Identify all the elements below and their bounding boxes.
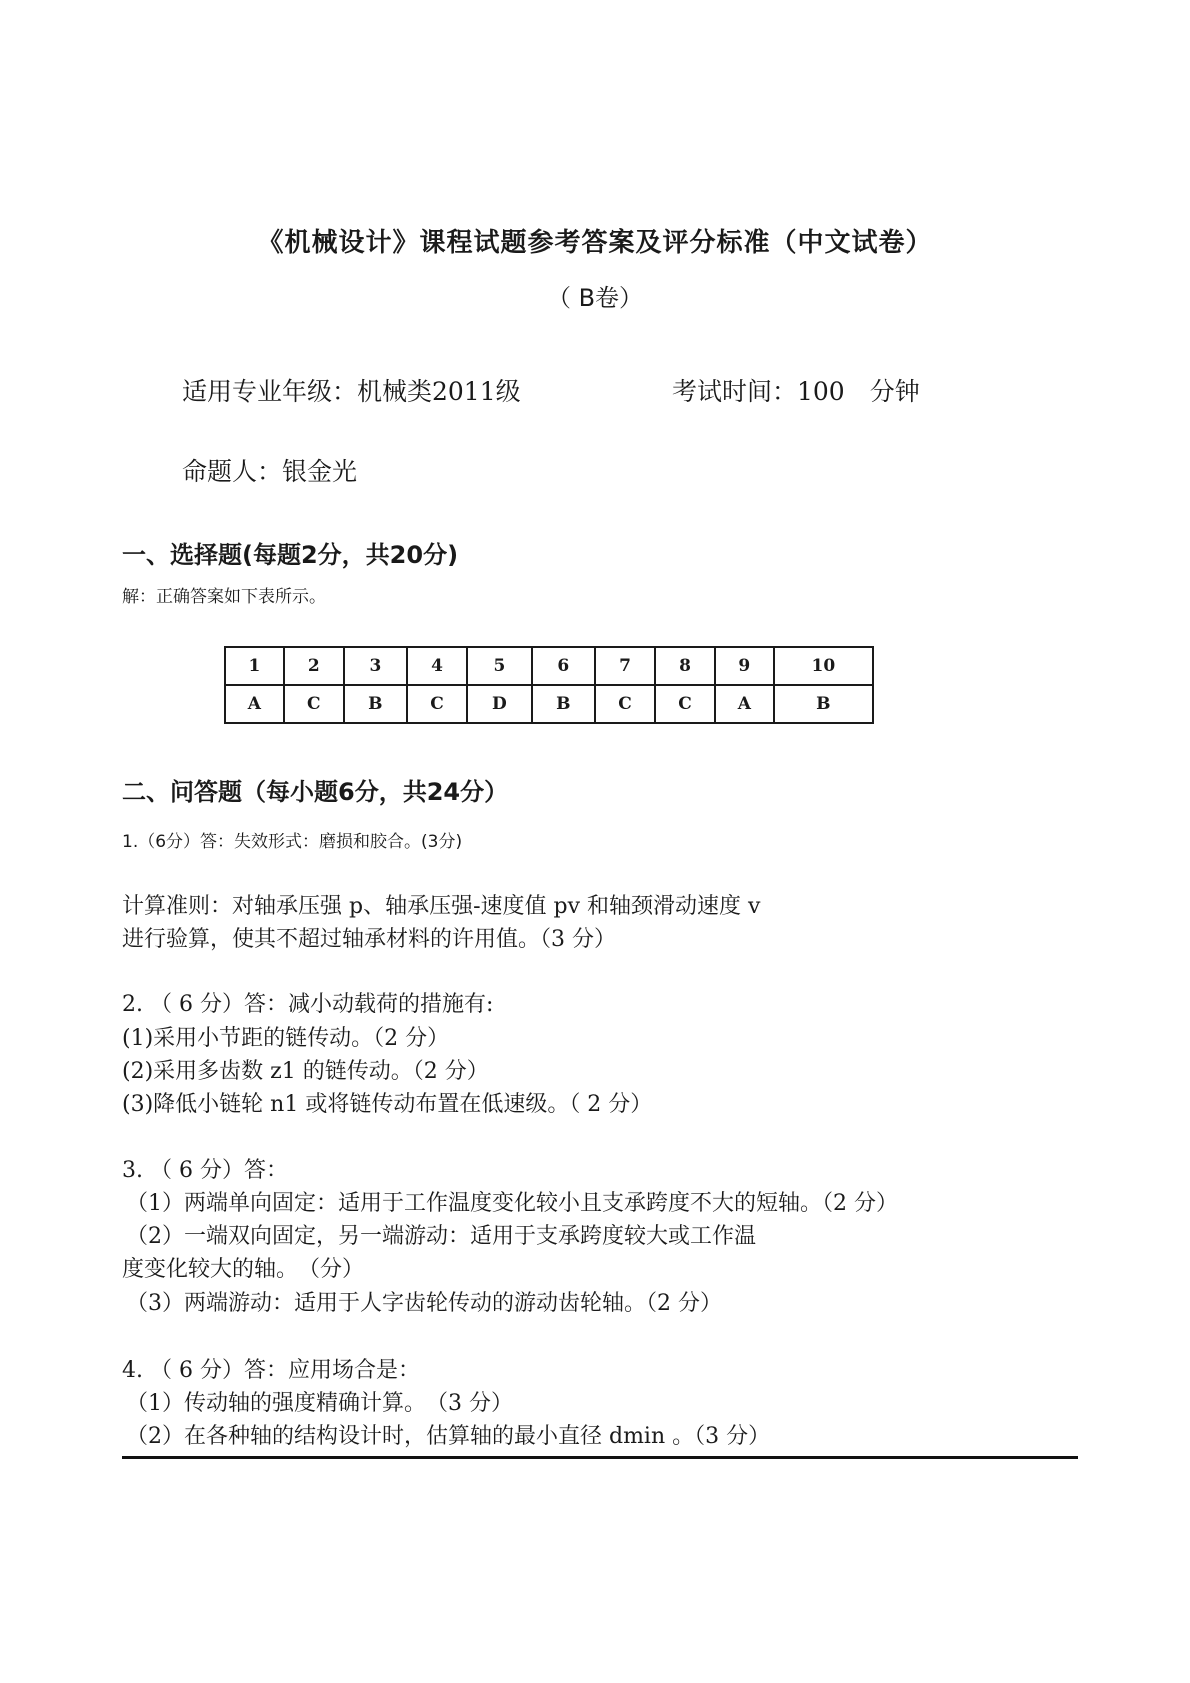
question-number-cell: 6 — [532, 647, 595, 685]
question-number-cell: 3 — [344, 647, 407, 685]
answer-table — [224, 646, 874, 724]
q1-answer-line: 计算准则：对轴承压强 p、轴承压强-速度值 pv 和轴颈滑动速度 v — [122, 894, 761, 919]
q3-answer-line: （2）一端双向固定，另一端游动：适用于支承跨度较大或工作温 — [126, 1224, 756, 1249]
applicable-major: 适用专业年级：机械类2011级 — [182, 377, 521, 406]
answer-cell: A — [715, 685, 774, 723]
answer-cell: A — [225, 685, 284, 723]
section1-intro: 解：正确答案如下表所示。 — [122, 587, 326, 607]
q3-answer-line: （1）两端单向固定：适用于工作温度变化较小且支承跨度不大的短轴。（2 分） — [126, 1191, 898, 1216]
q3-answer-line: 度变化较大的轴。 （分） — [122, 1257, 365, 1282]
q3-answer-line: （3）两端游动：适用于人字齿轮传动的游动齿轮轴。（2 分） — [126, 1291, 722, 1316]
answer-cell: C — [284, 685, 344, 723]
section1-heading: 一、选择题(每题2分，共20分) — [122, 541, 459, 569]
answer-cell: B — [774, 685, 873, 723]
q3-answer-line: 3. （ 6 分）答： — [122, 1158, 288, 1183]
question-number-cell: 8 — [655, 647, 715, 685]
q4-answer-line: （1）传动轴的强度精确计算。 （3 分） — [126, 1391, 513, 1416]
answer-cell: C — [407, 685, 467, 723]
document-title: 《机械设计》课程试题参考答案及评分标准（中文试卷） — [257, 228, 933, 258]
answer-cell: C — [595, 685, 655, 723]
question-number-cell: 9 — [715, 647, 774, 685]
question-number-cell: 7 — [595, 647, 655, 685]
q1-answer-line: 1.（6分）答：失效形式：磨损和胶合。(3分) — [122, 832, 463, 852]
answer-cell: B — [532, 685, 595, 723]
q1-answer-line: 进行验算，使其不超过轴承材料的许用值。（3 分） — [122, 927, 616, 952]
answer-table-answer-row — [225, 685, 873, 723]
q2-answer-line: (1)采用小节距的链传动。（2 分） — [122, 1026, 450, 1051]
question-number-cell: 5 — [467, 647, 532, 685]
document-subtitle: （ B卷） — [546, 284, 644, 312]
q2-answer-line: 2. （ 6 分）答：减小动载荷的措施有: — [122, 992, 494, 1017]
question-number-cell: 10 — [774, 647, 873, 685]
question-author: 命题人：银金光 — [182, 457, 358, 486]
q4-answer-line: 4. （ 6 分）答：应用场合是： — [122, 1358, 420, 1383]
question-number-cell: 2 — [284, 647, 344, 685]
answer-cell: B — [344, 685, 407, 723]
section2-heading: 二、问答题（每小题6分，共24分） — [122, 778, 509, 806]
answer-table-number-row — [225, 647, 873, 685]
question-number-cell: 1 — [225, 647, 284, 685]
bottom-divider — [122, 1456, 1078, 1459]
question-number-cell: 4 — [407, 647, 467, 685]
q2-answer-line: (3)降低小链轮 n1 或将链传动布置在低速级。（ 2 分） — [122, 1092, 653, 1117]
answer-cell: D — [467, 685, 532, 723]
q4-answer-line: （2）在各种轴的结构设计时，估算轴的最小直径 dmin 。（3 分） — [126, 1424, 771, 1449]
answer-cell: C — [655, 685, 715, 723]
exam-time: 考试时间：100 分钟 — [672, 377, 920, 406]
q2-answer-line: (2)采用多齿数 z1 的链传动。（2 分） — [122, 1059, 489, 1084]
